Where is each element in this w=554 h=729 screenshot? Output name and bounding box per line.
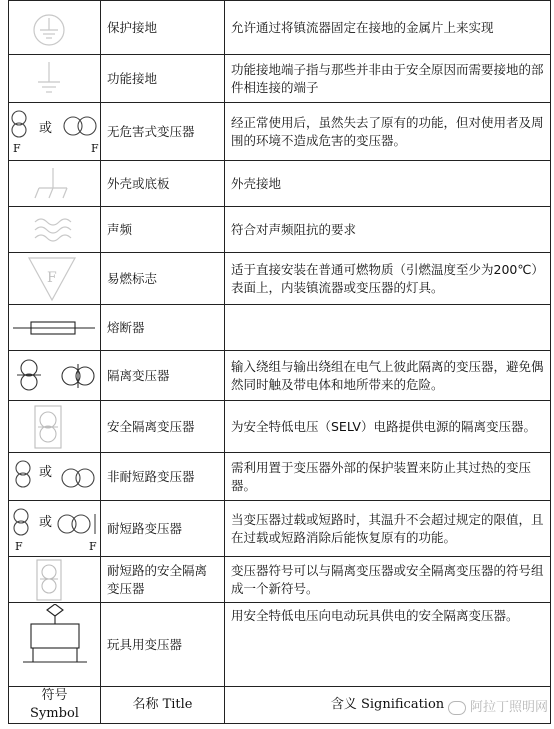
row-name: 玩具用变压器 <box>101 603 225 687</box>
row-name: 隔离变压器 <box>101 351 225 401</box>
symbol-table <box>8 0 551 724</box>
watermark-text: 阿拉丁照明网 <box>469 700 548 715</box>
row-meaning: 功能接地端子指与那些并非由于安全原因而需要接地的部件相连接的端子 <box>225 55 551 103</box>
f-label: F <box>13 141 21 155</box>
row-meaning: 当变压器过载或短路时，其温升不会超过规定的限值，且在过载或短路消除后能恢复原有的功能。 <box>225 501 551 557</box>
f-label: F <box>91 141 99 155</box>
row-name: 功能接地 <box>101 55 225 103</box>
row-meaning: 经正常使用后，虽然失去了原有的功能，但对使用者及周围的环境不造成危害的变压器。 <box>225 103 551 161</box>
row-name: 非耐短路变压器 <box>101 453 225 501</box>
row-name: 安全隔离变压器 <box>101 401 225 453</box>
row-meaning: 符合对声频阻抗的要求 <box>225 207 551 253</box>
short-circuit-proof-safety-isolating-symbol <box>9 557 101 603</box>
table-row <box>9 103 551 161</box>
table-row <box>9 401 551 453</box>
table-row <box>9 161 551 207</box>
table-row <box>9 253 551 305</box>
wechat-icon <box>448 701 466 715</box>
safety-isolating-transformer-symbol <box>9 401 101 453</box>
fail-safe-transformer-symbol <box>9 103 101 161</box>
row-meaning: 用安全特低电压向电动玩具供电的安全隔离变压器。 <box>225 603 551 687</box>
or-label: 或 <box>39 120 53 136</box>
row-meaning: 为安全特低电压（SELV）电路提供电源的隔离变压器。 <box>225 401 551 453</box>
audio-wave-symbol <box>9 207 101 253</box>
table-row <box>9 55 551 103</box>
frame-chassis-symbol <box>9 161 101 207</box>
non-short-circuit-proof-transformer-symbol <box>9 453 101 501</box>
header-meaning: 含义 Signification <box>225 687 551 724</box>
table-row <box>9 351 551 401</box>
or-label: 或 <box>39 464 53 480</box>
functional-earth-symbol <box>9 55 101 103</box>
row-meaning: 需利用置于变压器外部的保护装置来防止其过热的变压器。 <box>225 453 551 501</box>
or-label: 或 <box>39 514 53 530</box>
row-meaning: 输入绕组与输出绕组在电气上彼此隔离的变压器，避免偶然同时触及带电体和地所带来的危险。 <box>225 351 551 401</box>
watermark <box>448 696 548 715</box>
row-name: 耐短路的安全隔离变压器 <box>101 557 225 603</box>
table-row <box>9 305 551 351</box>
table-row <box>9 1 551 55</box>
header-symbol: 符号 Symbol <box>9 687 101 724</box>
table-row <box>9 207 551 253</box>
row-meaning: 外壳接地 <box>225 161 551 207</box>
fuse-symbol <box>9 305 101 351</box>
protective-earth-symbol <box>9 1 101 55</box>
isolating-transformer-symbol <box>9 351 101 401</box>
table-row <box>9 453 551 501</box>
f-label: F <box>47 269 57 286</box>
row-name: 易燃标志 <box>101 253 225 305</box>
flammable-triangle-symbol <box>9 253 101 305</box>
row-name: 声频 <box>101 207 225 253</box>
row-name: 保护接地 <box>101 1 225 55</box>
row-name: 熔断器 <box>101 305 225 351</box>
row-name: 外壳或底板 <box>101 161 225 207</box>
table-row <box>9 557 551 603</box>
row-meaning: 变压器符号可以与隔离变压器或安全隔离变压器的符号组成一个新符号。 <box>225 557 551 603</box>
f-label: F <box>15 539 23 553</box>
row-name: 耐短路变压器 <box>101 501 225 557</box>
row-meaning: 适于直接安装在普通可燃物质（引燃温度至少为200℃）表面上，内装镇流器或变压器的灯具。 <box>225 253 551 305</box>
row-meaning: 允许通过将镇流器固定在接地的金属片上来实现 <box>225 1 551 55</box>
table-row <box>9 501 551 557</box>
row-meaning <box>225 305 551 351</box>
toy-transformer-symbol <box>9 603 101 687</box>
row-name: 无危害式变压器 <box>101 103 225 161</box>
f-label: F <box>89 539 97 553</box>
header-name: 名称 Title <box>101 687 225 724</box>
table-row <box>9 603 551 687</box>
short-circuit-proof-transformer-symbol <box>9 501 101 557</box>
